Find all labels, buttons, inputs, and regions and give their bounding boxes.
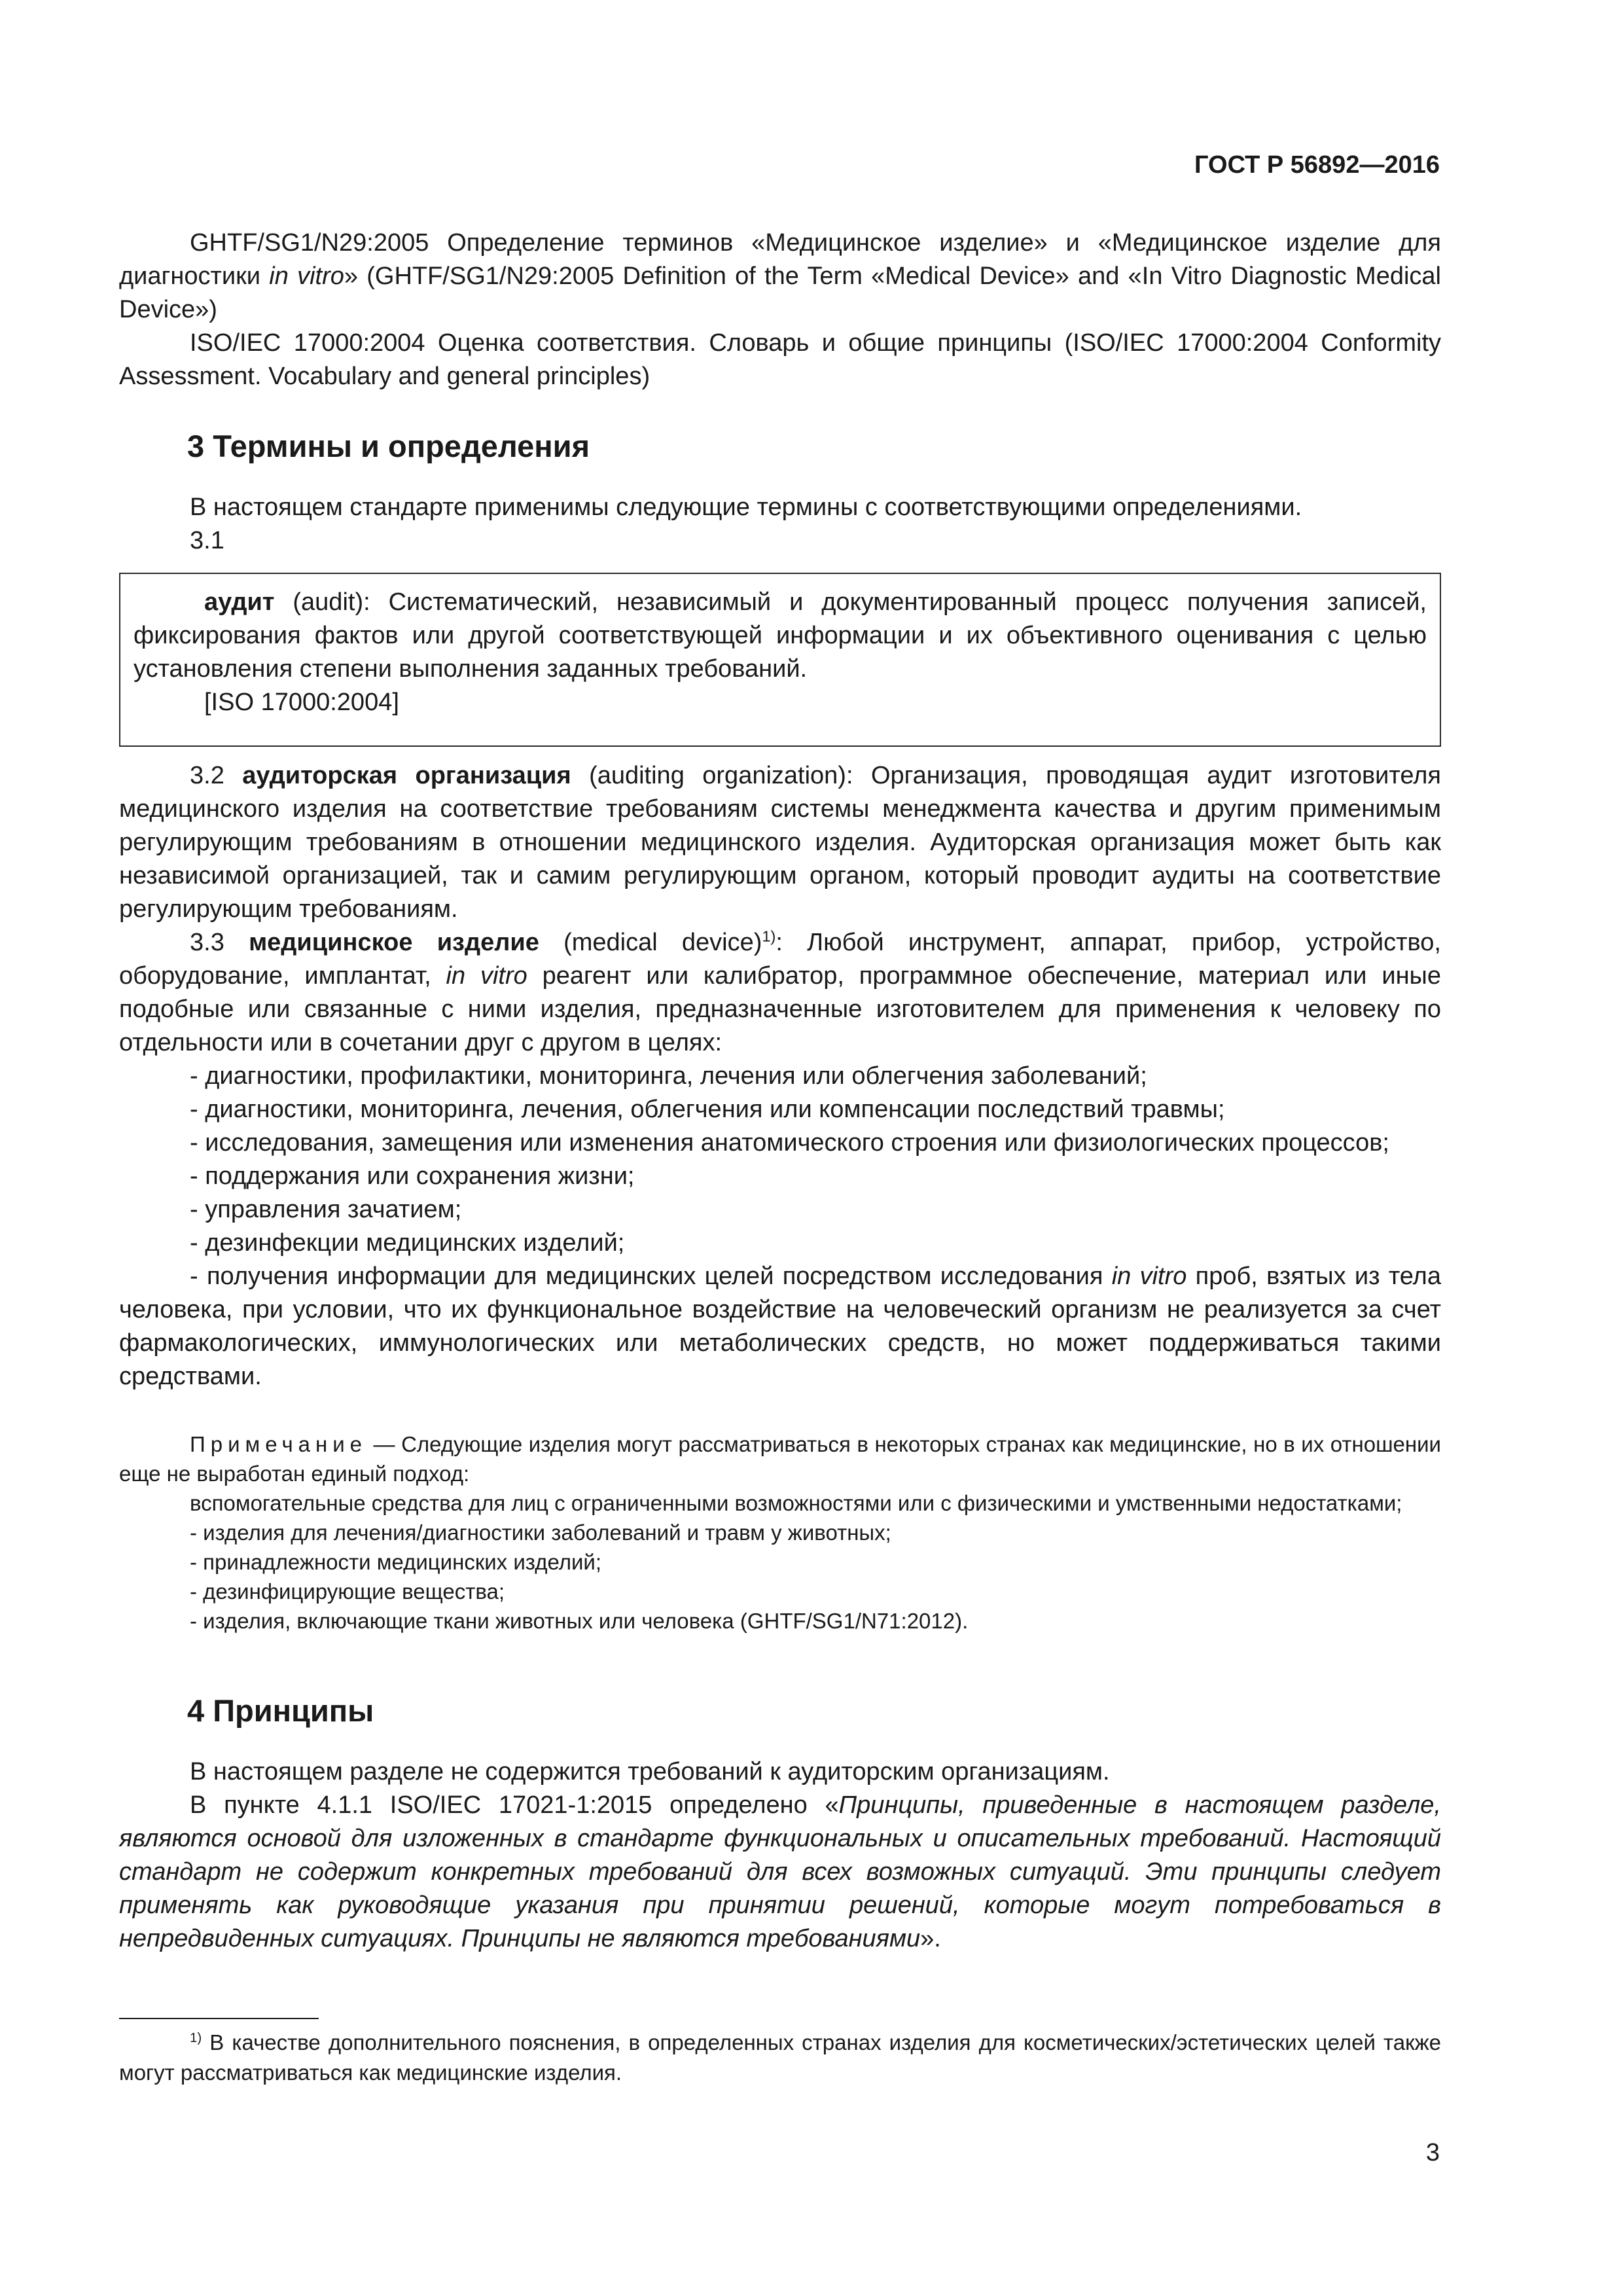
footnote-divider (119, 2018, 319, 2019)
footnote-mark: 1) (190, 2030, 202, 2045)
list-item: - управления зачатием; (190, 1196, 462, 1223)
note-item: вспомогательные средства для лиц с ограниченными возможностями или с физическими и умственными недостатками; (190, 1491, 1402, 1515)
note-block: Примечание — Следующие изделия могут рассматриваться в некоторых странах как медицинские, но в их отношении еще не выработан единый подход: вспомогательные средства для лиц с ограниченными возможностями или с физическими и умственными недостатками; - изделия для лечения/диагностики заболеваний и травм у животных; - принадлежности медицинских изделий; - дезинфицирующие вещества; - изделия, включающие ткани животных или человека (GHTF/SG1/N71:2012). (119, 1429, 1441, 1636)
section-3-intro: В настоящем стандарте применимы следующие термины с соответствующими определениями. 3.1 (119, 491, 1441, 558)
note-item: - изделия, включающие ткани животных или человека (GHTF/SG1/N71:2012). (190, 1609, 969, 1633)
note-item: - дезинфицирующие вещества; (190, 1579, 505, 1604)
list-item: - диагностики, профилактики, мониторинга, лечения или облегчения заболеваний; (190, 1062, 1147, 1090)
section-4-heading: 4 Принципы (187, 1693, 374, 1728)
term-3-2: 3.2 аудиторская организация (auditing organization): Организация, проводящая аудит изготовителя медицинского изделия на соответствие требованиям системы менеджмента качества и другим применимым регулирующим требованиям в отношении медицинского изделия. Аудиторская организация может быть как независимой организацией, так и самим регулирующим органом, который проводит аудиты на соответствие регулирующим требованиям. (119, 762, 1441, 923)
list-item: - диагностики, мониторинга, лечения, облегчения или компенсации последствий травмы; (190, 1096, 1225, 1123)
references-block (119, 226, 1441, 393)
standard-number: ГОСТ Р 56892—2016 (1194, 151, 1440, 179)
note-item: - изделия для лечения/диагностики заболеваний и травм у животных; (190, 1520, 891, 1545)
list-item: - исследования, замещения или изменения анатомического строения или физиологических процессов; (190, 1129, 1389, 1157)
paragraph: В настоящем разделе не содержится требований к аудиторским организациям. (190, 1758, 1110, 1785)
term-audit: аудит (audit): Систематический, независимый и документированный процесс получения записей, фиксирования фактов или другой соответствующей информации и их объективного оценивания с целью установления степени выполнения заданных требований. (134, 588, 1427, 683)
terms-block (119, 759, 1441, 1393)
reference-iso: ISO/IEC 17000:2004 Оценка соответствия. Словарь и общие принципы (ISO/IEC 17000:2004 Conformity Assessment. Vocabulary and general principles) (119, 329, 1441, 390)
paragraph: В пункте 4.1.1 ISO/IEC 17021-1:2015 определено «Принципы, приведенные в настоящем разделе, являются основой для изложенных в стандарте функциональных и описательных требований. Настоящий стандарт не содержит конкретных требований для всех возможных ситуаций. Эти принципы следует применять как руководящие указания при принятии решений, которые могут потребоваться в непредвиденных ситуациях. Принципы не являются требованиями». (119, 1791, 1441, 1952)
note-label: Примечание (190, 1432, 368, 1456)
list-item: - дезинфекции медицинских изделий; (190, 1229, 625, 1257)
footnote-ref: 1) (762, 927, 776, 945)
section-4-body (119, 1755, 1441, 1956)
footnote: $^{1)}$ В качестве дополнительного пояснения, в определенных странах изделия для косметических/эстетических целей также могут рассматриваться как медицинские изделия. (119, 2030, 1441, 2085)
section-3-heading: 3 Термины и определения (187, 429, 590, 463)
reference-ghtf: GHTF/SG1/N29:2005 Определение терминов «Медицинское изделие» и «Медицинское изделие для диагностики in vitro» (GHTF/SG1/N29:2005 Definition of the Term «Medical Device» and «In Vitro Diagnostic Medical Device») (119, 229, 1442, 323)
term-3-3: 3.3 медицинское изделие (medical device)$^{1)}$: Любой инструмент, аппарат, прибор, устройство, оборудование, имплантат, in vitro реагент или калибратор, программное обеспечение, материал или иные подобные или связанные с ними изделия, предназначенные изготовителем для применения к человеку по отдельности или в сочетании друг с другом в целях: (119, 927, 1441, 1056)
term-number-3-1: 3.1 (190, 527, 224, 554)
page-number: 3 (1425, 2139, 1440, 2166)
term-source: [ISO 17000:2004] (204, 689, 399, 716)
note-item: - принадлежности медицинских изделий; (190, 1550, 601, 1574)
list-item: - поддержания или сохранения жизни; (190, 1162, 635, 1190)
list-item: - получения информации для медицинских целей посредством исследования in vitro проб, взятых из тела человека, при условии, что их функциональное воздействие на человеческий организм не реализуется за счет фармакологических, иммунологических или метаболических средств, но может поддерживаться такими средствами. (119, 1263, 1441, 1390)
term-box-audit (119, 573, 1441, 747)
